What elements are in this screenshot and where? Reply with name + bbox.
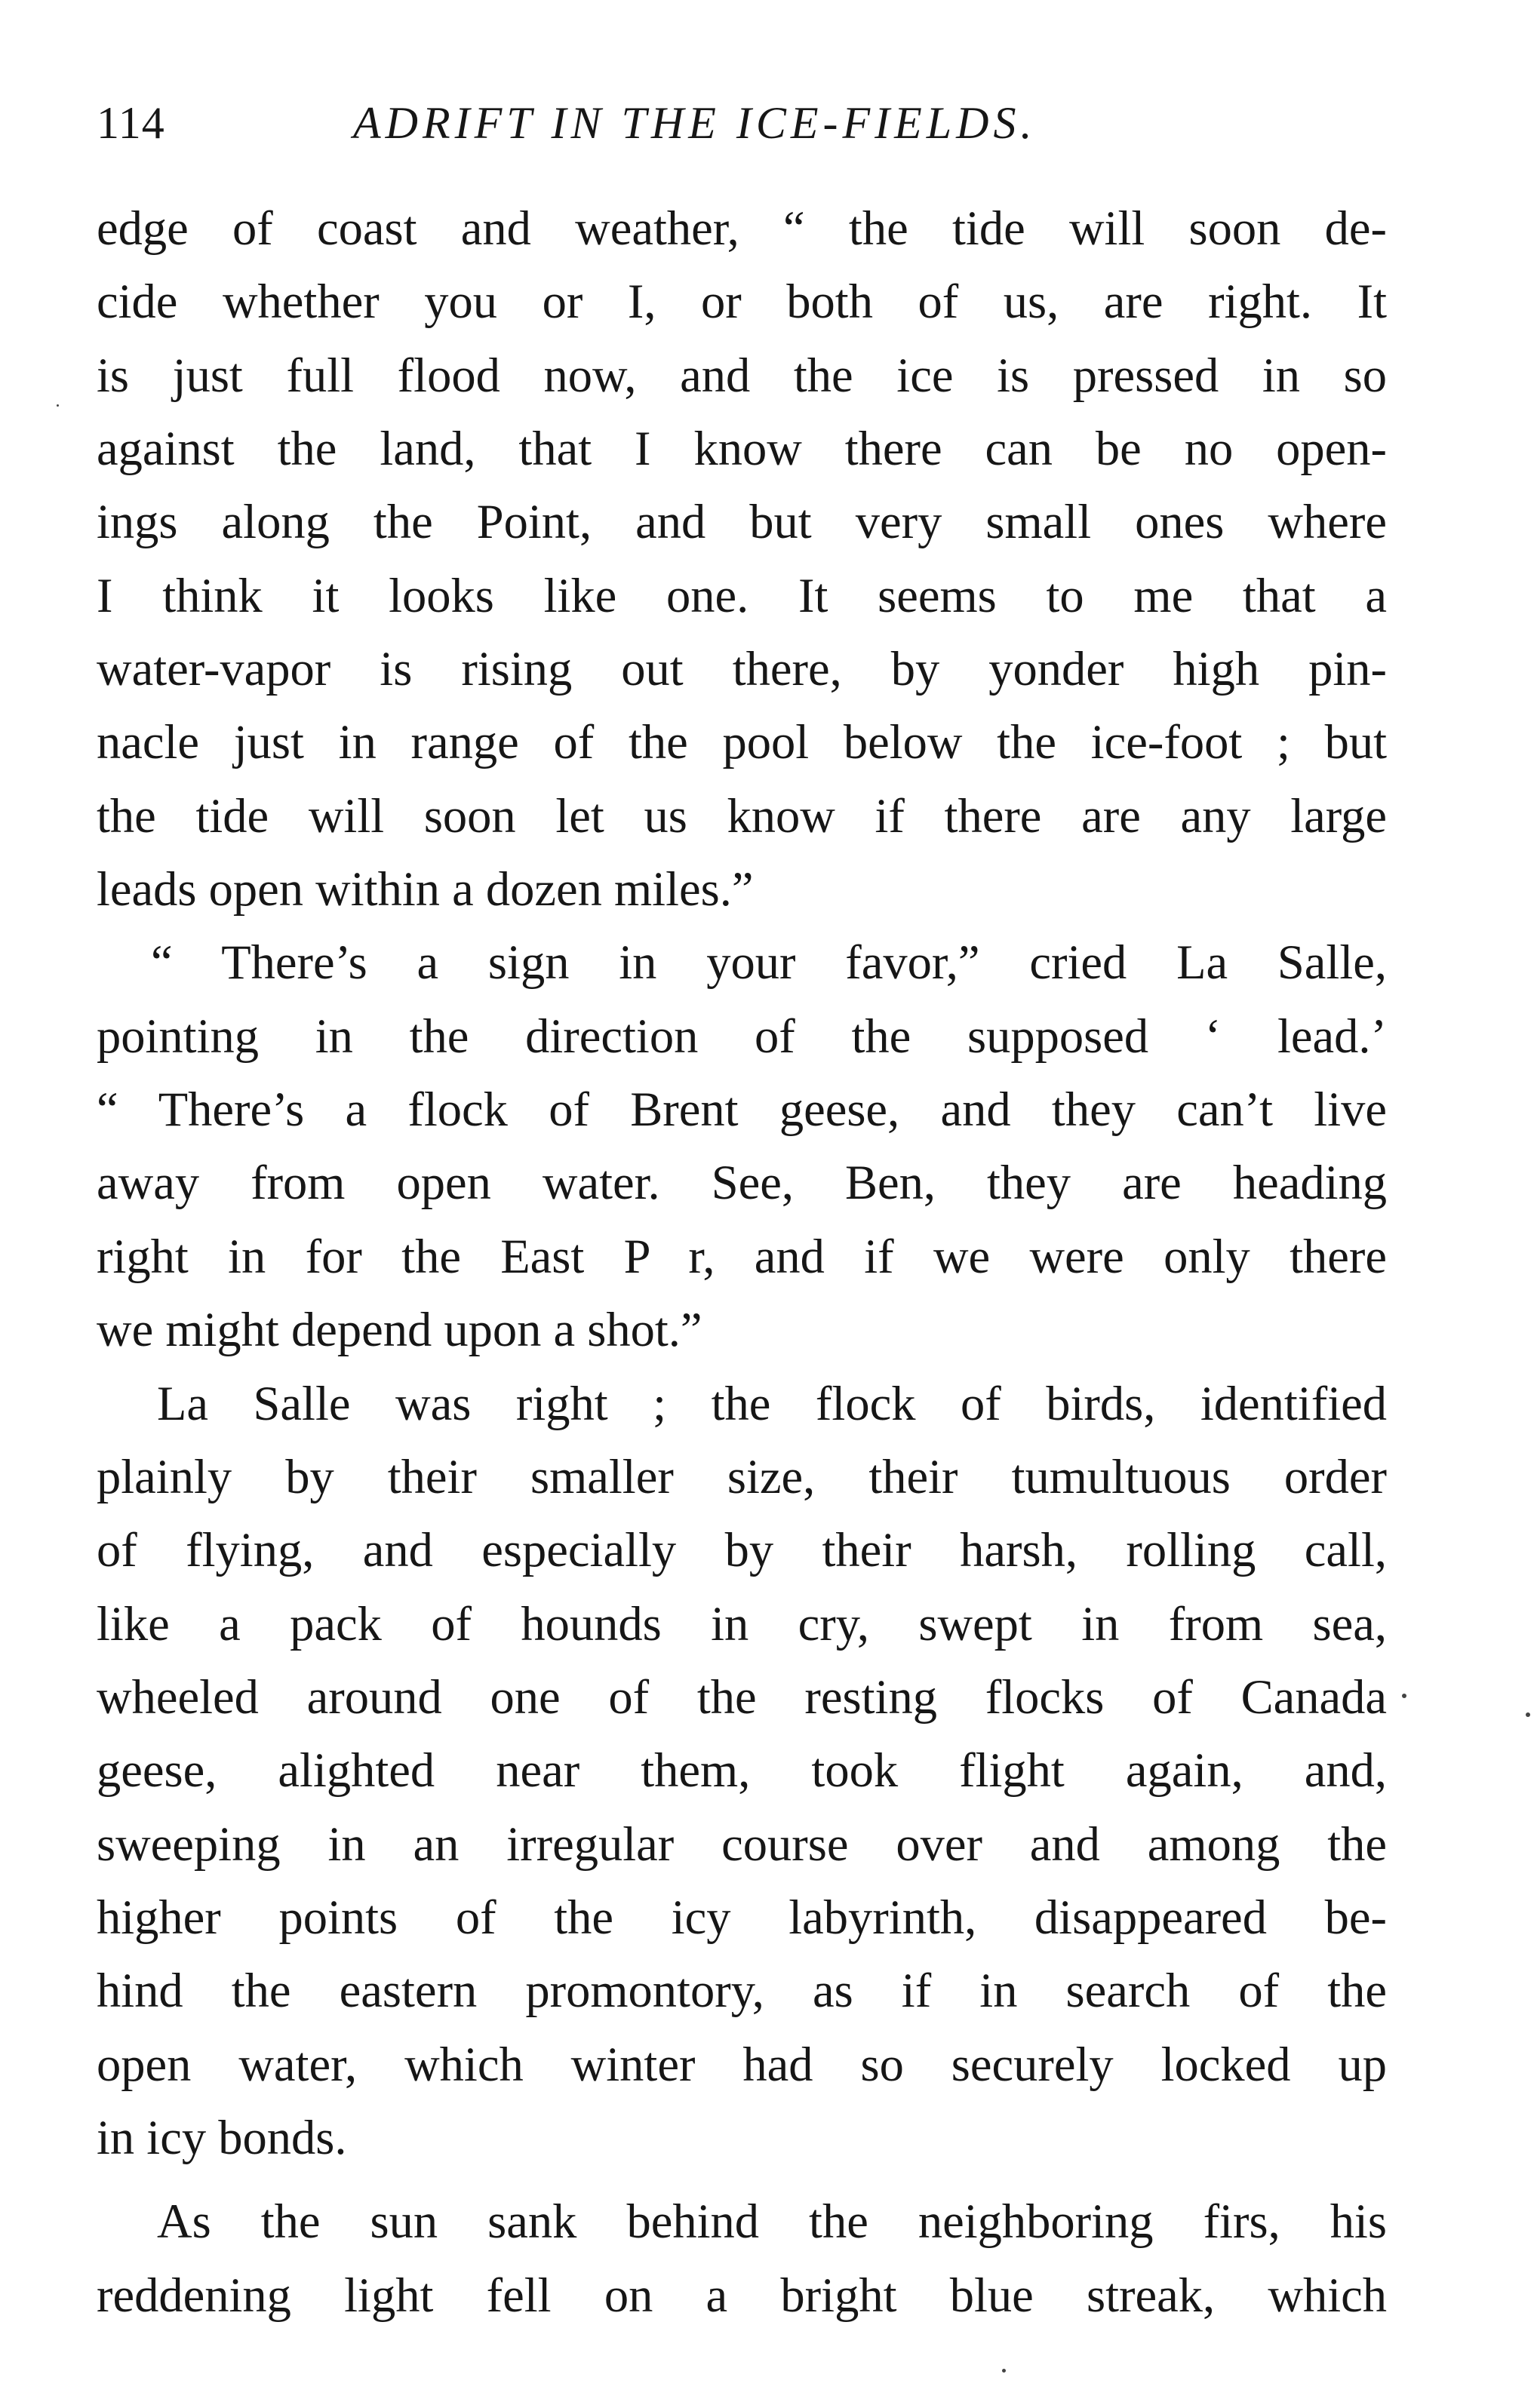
text-line: wheeled around one of the resting flocks of Canada — [97, 1669, 1387, 1724]
text-line: edge of coast and weather, “ the tide will soon de- — [97, 201, 1387, 255]
text-line: like a pack of hounds in cry, swept in from sea, — [97, 1596, 1387, 1651]
text-line: plainly by their smaller size, their tumultuous order — [97, 1449, 1387, 1503]
text-line: higher points of the icy labyrinth, disappeared be- — [97, 1890, 1387, 1944]
text-line: nacle just in range of the pool below the ice-foot ; but — [97, 715, 1387, 769]
text-line: of flying, and especially by their harsh, rolling call, — [97, 1523, 1387, 1577]
text-line: right in for the East P r, and if we were only there — [97, 1229, 1387, 1283]
text-line: ings along the Point, and but very small ones where — [97, 495, 1387, 549]
text-line: cide whether you or I, or both of us, are right. It — [97, 275, 1387, 329]
paragraph-first-line: “ There’s a sign in your favor,” cried La Salle, — [151, 935, 1387, 990]
page-number: 114 — [97, 98, 165, 148]
text-line: in icy bonds. — [97, 2110, 347, 2164]
text-line: pointing in the direction of the supposed ‘ lead.’ — [97, 1009, 1387, 1063]
body-text — [97, 192, 1387, 2332]
text-line: “ There’s a flock of Brent geese, and they can’t live — [97, 1083, 1387, 1137]
paragraph-first-line: As the sun sank behind the neighboring firs, his — [157, 2195, 1387, 2249]
text-line: the tide will soon let us know if there are any large — [97, 788, 1387, 843]
text-line: water-vapor is rising out there, by yonder high pin- — [97, 642, 1387, 696]
text-line: leads open within a dozen miles.” — [97, 862, 754, 917]
text-line: is just full flood now, and the ice is pressed in so — [97, 348, 1387, 402]
text-line: hind the eastern promontory, as if in search of the — [97, 1964, 1387, 2018]
print-speck — [1526, 1712, 1530, 1717]
text-line: geese, alighted near them, took flight again, and, — [97, 1743, 1387, 1798]
running-title: ADRIFT IN THE ICE-FIELDS. — [353, 98, 1037, 148]
text-line: I think it looks like one. It seems to me that a — [97, 568, 1387, 622]
paragraph-first-line: La Salle was right ; the flock of birds, identified — [157, 1376, 1387, 1430]
running-header — [97, 89, 1387, 157]
text-line: open water, which winter had so securely locked up — [97, 2037, 1387, 2091]
print-speck — [1402, 1694, 1406, 1698]
text-line: away from open water. See, Ben, they are heading — [97, 1156, 1387, 1210]
print-speck — [57, 404, 59, 407]
text-line: against the land, that I know there can be no open- — [97, 422, 1387, 476]
print-speck — [1002, 2369, 1006, 2373]
text-line: sweeping in an irregular course over and among the — [97, 1817, 1387, 1871]
text-line: reddening light fell on a bright blue streak, which — [97, 2268, 1387, 2322]
text-line: we might depend upon a shot.” — [97, 1303, 702, 1357]
